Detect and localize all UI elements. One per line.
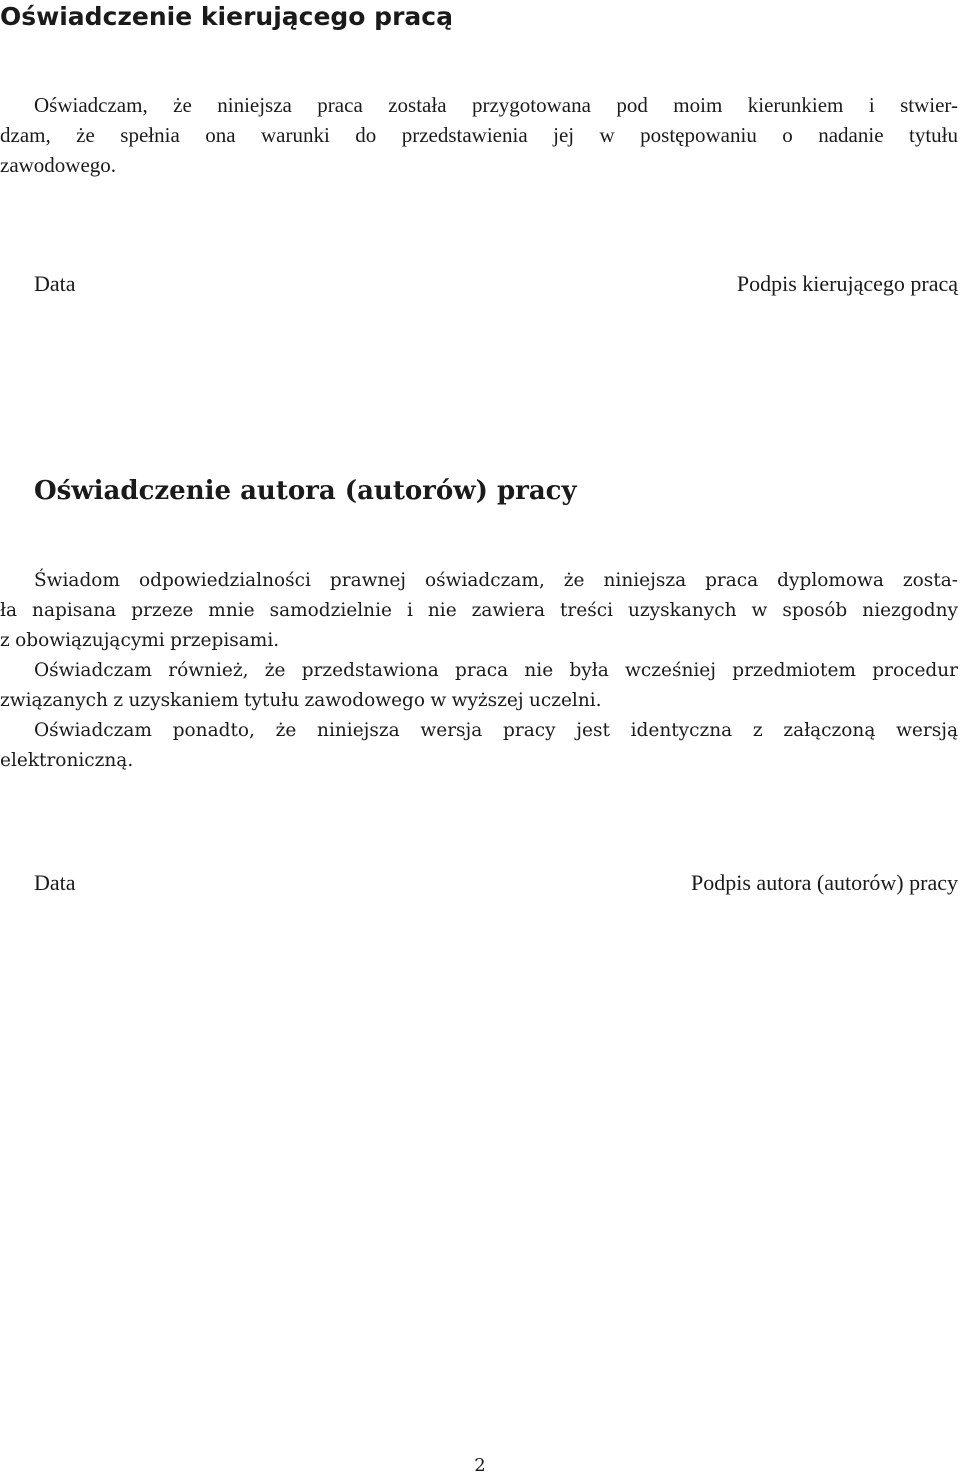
paragraph-line: zawodowego. [0, 153, 117, 177]
author-date-label: Data [34, 870, 76, 895]
paragraph-line: dzam, że spełnia ona warunki do przedstawienia jej w postępowaniu o nadanie tytułu [0, 123, 958, 147]
author-statement-paragraph [0, 566, 958, 776]
supervisor-signature-label: Podpis kierującego pracą [736, 271, 958, 296]
paragraph-line: ła napisana przeze mnie samodzielnie i nie zawiera treści uzyskanych w sposób niezgodny [0, 600, 958, 621]
supervisor-statement-paragraph [0, 90, 958, 180]
supervisor-statement-title: Oświadczenie kierującego pracą [0, 2, 453, 31]
author-statement-title: Oświadczenie autora (autorów) pracy [34, 476, 577, 506]
paragraph-line: elektroniczną. [0, 750, 134, 771]
author-signature-label: Podpis autora (autorów) pracy [691, 870, 958, 895]
paragraph-line: z obowiązującymi przepisami. [0, 630, 280, 651]
paragraph-line: Świadom odpowiedzialności prawnej oświadczam, że niniejsza praca dyplomowa zosta- [34, 570, 958, 591]
paragraph-line: Oświadczam również, że przedstawiona praca nie była wcześniej przedmiotem procedur [34, 660, 958, 681]
page-number: 2 [474, 1455, 486, 1476]
paragraph-line: związanych z uzyskaniem tytułu zawodowego w wyższej uczelni. [0, 690, 602, 711]
paragraph-line: Oświadczam ponadto, że niniejsza wersja pracy jest identyczna z załączoną wersją [34, 720, 958, 741]
paragraph-line: Oświadczam, że niniejsza praca została przygotowana pod moim kierunkiem i stwier- [34, 93, 958, 117]
supervisor-date-label: Data [34, 271, 76, 296]
